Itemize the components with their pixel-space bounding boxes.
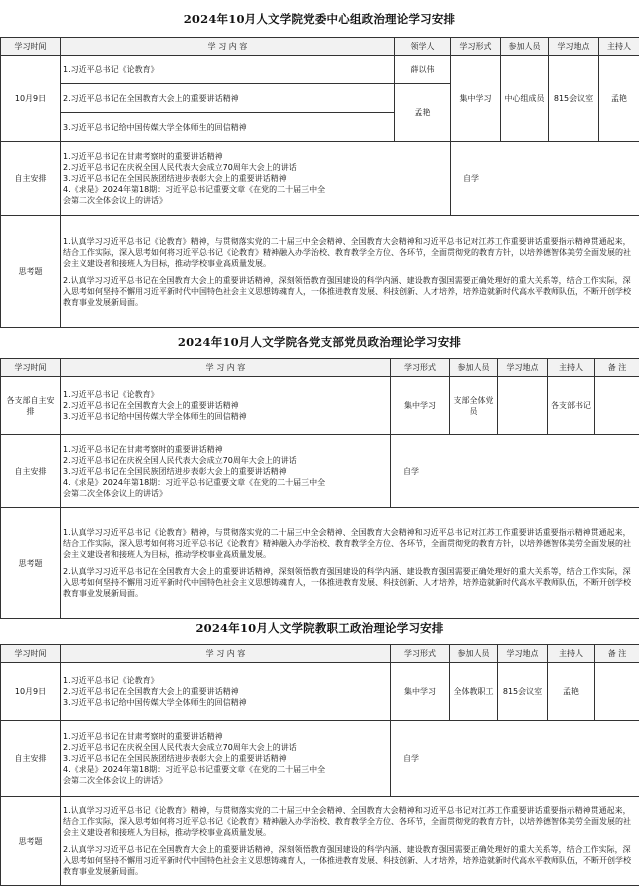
form-cell: 集中学习 xyxy=(391,663,450,721)
content-item: 2.习近平总书记在全国教育大会上的重要讲话精神 xyxy=(63,401,239,410)
note-cell xyxy=(595,377,639,435)
table-row xyxy=(1,663,639,721)
header-cell: 学 习 内 容 xyxy=(61,38,395,56)
header-cell: 学习时间 xyxy=(1,359,61,377)
header-cell: 参加人员 xyxy=(450,359,498,377)
table-row xyxy=(1,377,639,435)
header-cell: 主持人 xyxy=(599,38,639,56)
leader-cell: 薛以伟 xyxy=(395,56,451,84)
form-cell: 集中学习 xyxy=(391,377,450,435)
think-label: 思考题 xyxy=(1,216,61,328)
leader-cell: 孟艳 xyxy=(395,84,451,142)
think-label: 思考题 xyxy=(1,797,61,886)
table-row xyxy=(1,508,639,619)
content-item: 2.习近平总书记在庆祝全国人民代表大会成立70周年大会上的讲话 xyxy=(63,163,297,172)
content-item: 3.习近平总书记给中国传媒大学全体师生的回信精神 xyxy=(63,698,247,707)
section2-table xyxy=(0,358,639,619)
content-item: 1.习近平总书记在甘肃考察时的重要讲话精神 xyxy=(63,152,223,161)
content-item: 3.习近平总书记在全国民族团结进步表彰大会上的重要讲话精神 xyxy=(63,466,287,476)
participants-cell: 全体教职工 xyxy=(450,663,498,721)
content-list xyxy=(61,663,391,721)
content-item: 1.习近平总书记《论教育》 xyxy=(63,390,159,399)
form-cell: 自学 xyxy=(451,142,639,216)
header-cell: 学习形式 xyxy=(391,359,450,377)
think-question: 1.认真学习习近平总书记《论教育》精神，与贯彻落实党的二十届三中全会精神、全国教育大会精神和习近平总书记对江苏工作重要讲话重要指示精神贯通起来，结合工作实际，深入思考如何将习近平总书记《论教育》精神融入办学治校、教育教学全方位、各环节，全面贯彻党的教育方针，以培养德智体美劳全面发展的社会主义建设者和接班人为目标，推动学校事业高质量发展。 xyxy=(63,236,631,268)
header-cell: 学习形式 xyxy=(451,38,501,56)
content-item: 1.习近平总书记《论教育》 xyxy=(63,676,159,685)
content-item: 3.习近平总书记给中国传媒大学全体师生的回信精神 xyxy=(63,412,247,421)
table-row xyxy=(1,797,639,886)
think-question: 1.认真学习习近平总书记《论教育》精神，与贯彻落实党的二十届三中全会精神、全国教育大会精神和习近平总书记对江苏工作重要讲话重要指示精神贯通起来，结合工作实际，深入思考如何将习近平总书记《论教育》精神融入办学治校、教育教学全方位、各环节，全面贯彻党的教育方针，以培养德智体美劳全面发展的社会主义建设者和接班人为目标，推动学校事业高质量发展。 xyxy=(63,806,631,837)
think-question: 1.认真学习习近平总书记《论教育》精神，与贯彻落实党的二十届三中全会精神、全国教育大会精神和习近平总书记对江苏工作重要讲话重要指示精神贯通起来，结合工作实际，深入思考如何将习近平总书记《论教育》精神融入办学治校、教育教学全方位、各环节，全面贯彻党的教育方针，以培养德智体美劳全面发展的社会主义建设者和接班人为目标，推动学校事业高质量发展。 xyxy=(63,528,631,559)
study-time-cell: 10月9日 xyxy=(1,56,61,142)
content-list xyxy=(61,435,391,508)
study-time-cell: 自主安排 xyxy=(1,435,61,508)
content-item: 3.习近平总书记在全国民族团结进步表彰大会上的重要讲话精神 xyxy=(63,754,287,763)
header-cell: 主持人 xyxy=(548,645,595,663)
location-cell: 815会议室 xyxy=(498,663,548,721)
header-cell: 学习地点 xyxy=(498,359,548,377)
header-cell: 学习时间 xyxy=(1,38,61,56)
note-cell xyxy=(595,663,639,721)
header-cell: 学习形式 xyxy=(391,645,450,663)
form-cell: 自学 xyxy=(391,721,639,797)
content-item: 会第二次全体会议上的讲话》 xyxy=(63,488,167,498)
header-cell: 学习地点 xyxy=(549,38,599,56)
content-item: 1.习近平总书记在甘肃考察时的重要讲话精神 xyxy=(63,444,223,454)
content-item: 4.《求是》2024年第18期：习近平总书记重要文章《在党的二十届三中全 xyxy=(63,477,326,487)
table-header-row xyxy=(1,645,639,663)
think-questions xyxy=(61,216,639,328)
content-list xyxy=(61,377,391,435)
study-time-cell: 10月9日 xyxy=(1,663,61,721)
think-label: 思考题 xyxy=(1,508,61,619)
think-question: 2.认真学习习近平总书记在全国教育大会上的重要讲话精神，深刻领悟教育强国建设的科学内涵、建设教育强国需要正确处理好的重大关系等，结合工作实际，深入思考如何坚持不懈用习近平新时代中国特色社会主义思想铸魂育人，一体推进教育发展、科技创新、人才培养，培养造就新时代高水平教师队伍，不断开创学校教育事业发展新局面。 xyxy=(63,275,631,307)
host-cell: 孟艳 xyxy=(548,663,595,721)
content-item: 会第二次全体会议上的讲话》 xyxy=(63,776,167,785)
table-row xyxy=(1,142,639,216)
header-cell: 主持人 xyxy=(548,359,595,377)
form-cell: 自学 xyxy=(391,435,639,508)
table-header-row xyxy=(1,38,639,56)
header-cell: 领学人 xyxy=(395,38,451,56)
table-row xyxy=(1,216,639,328)
content-item: 4.《求是》2024年第18期：习近平总书记重要文章《在党的二十届三中全 xyxy=(63,185,326,194)
location-cell: 815会议室 xyxy=(549,56,599,142)
content-item: 2.习近平总书记在全国教育大会上的重要讲话精神 xyxy=(61,84,395,113)
think-question: 2.认真学习习近平总书记在全国教育大会上的重要讲话精神，深刻领悟教育强国建设的科学内涵、建设教育强国需要正确处理好的重大关系等，结合工作实际，深入思考如何坚持不懈用习近平新时代中国特色社会主义思想铸魂育人，一体推进教育发展、科技创新、人才培养，培养造就新时代高水平教师队伍，不断开创学校教育事业发展新局面。 xyxy=(63,845,631,876)
think-question: 2.认真学习习近平总书记在全国教育大会上的重要讲话精神，深刻领悟教育强国建设的科学内涵、建设教育强国需要正确处理好的重大关系等，结合工作实际，深入思考如何坚持不懈用习近平新时代中国特色社会主义思想铸魂育人，一体推进教育发展、科技创新、人才培养，培养造就新时代高水平教师队伍，不断开创学校教育事业发展新局面。 xyxy=(63,567,631,598)
header-cell: 学习时间 xyxy=(1,645,61,663)
table-header-row xyxy=(1,359,639,377)
content-item: 2.习近平总书记在全国教育大会上的重要讲话精神 xyxy=(63,687,239,696)
content-item: 1.习近平总书记《论教育》 xyxy=(61,56,395,84)
content-list xyxy=(61,721,391,797)
table-row xyxy=(1,721,639,797)
think-questions xyxy=(61,797,639,886)
header-cell: 备 注 xyxy=(595,645,639,663)
study-time-cell: 各支部自主安排 xyxy=(1,377,61,435)
header-cell: 备 注 xyxy=(595,359,639,377)
location-cell xyxy=(498,377,548,435)
content-item: 2.习近平总书记在庆祝全国人民代表大会成立70周年大会上的讲话 xyxy=(63,743,297,752)
section3-title: 2024年10月人文学院教职工政治理论学习安排 xyxy=(195,621,444,635)
header-cell: 学 习 内 容 xyxy=(61,645,391,663)
study-time-cell: 自主安排 xyxy=(1,142,61,216)
section3-table xyxy=(0,644,639,886)
content-list xyxy=(61,142,451,216)
host-cell: 各支部书记 xyxy=(548,377,595,435)
study-time-cell: 自主安排 xyxy=(1,721,61,797)
section1-title: 2024年10月人文学院党委中心组政治理论学习安排 xyxy=(183,12,456,26)
header-cell: 参加人员 xyxy=(501,38,549,56)
participants-cell: 支部全体党员 xyxy=(450,377,498,435)
header-cell: 学 习 内 容 xyxy=(61,359,391,377)
section1-table xyxy=(0,37,639,328)
host-cell: 孟艳 xyxy=(599,56,639,142)
content-item: 3.习近平总书记在全国民族团结进步表彰大会上的重要讲话精神 xyxy=(63,174,287,183)
section2-title: 2024年10月人文学院各党支部党员政治理论学习安排 xyxy=(177,335,462,349)
content-item: 1.习近平总书记在甘肃考察时的重要讲话精神 xyxy=(63,732,223,741)
header-cell: 参加人员 xyxy=(450,645,498,663)
content-item: 2.习近平总书记在庆祝全国人民代表大会成立70周年大会上的讲话 xyxy=(63,455,297,465)
form-cell: 集中学习 xyxy=(451,56,501,142)
think-questions xyxy=(61,508,639,619)
content-item: 3.习近平总书记给中国传媒大学全体师生的回信精神 xyxy=(61,113,395,142)
table-row xyxy=(1,435,639,508)
participants-cell: 中心组成员 xyxy=(501,56,549,142)
content-item: 会第二次全体会议上的讲话》 xyxy=(63,196,167,205)
content-item: 4.《求是》2024年第18期：习近平总书记重要文章《在党的二十届三中全 xyxy=(63,765,326,774)
table-row xyxy=(1,56,639,84)
header-cell: 学习地点 xyxy=(498,645,548,663)
